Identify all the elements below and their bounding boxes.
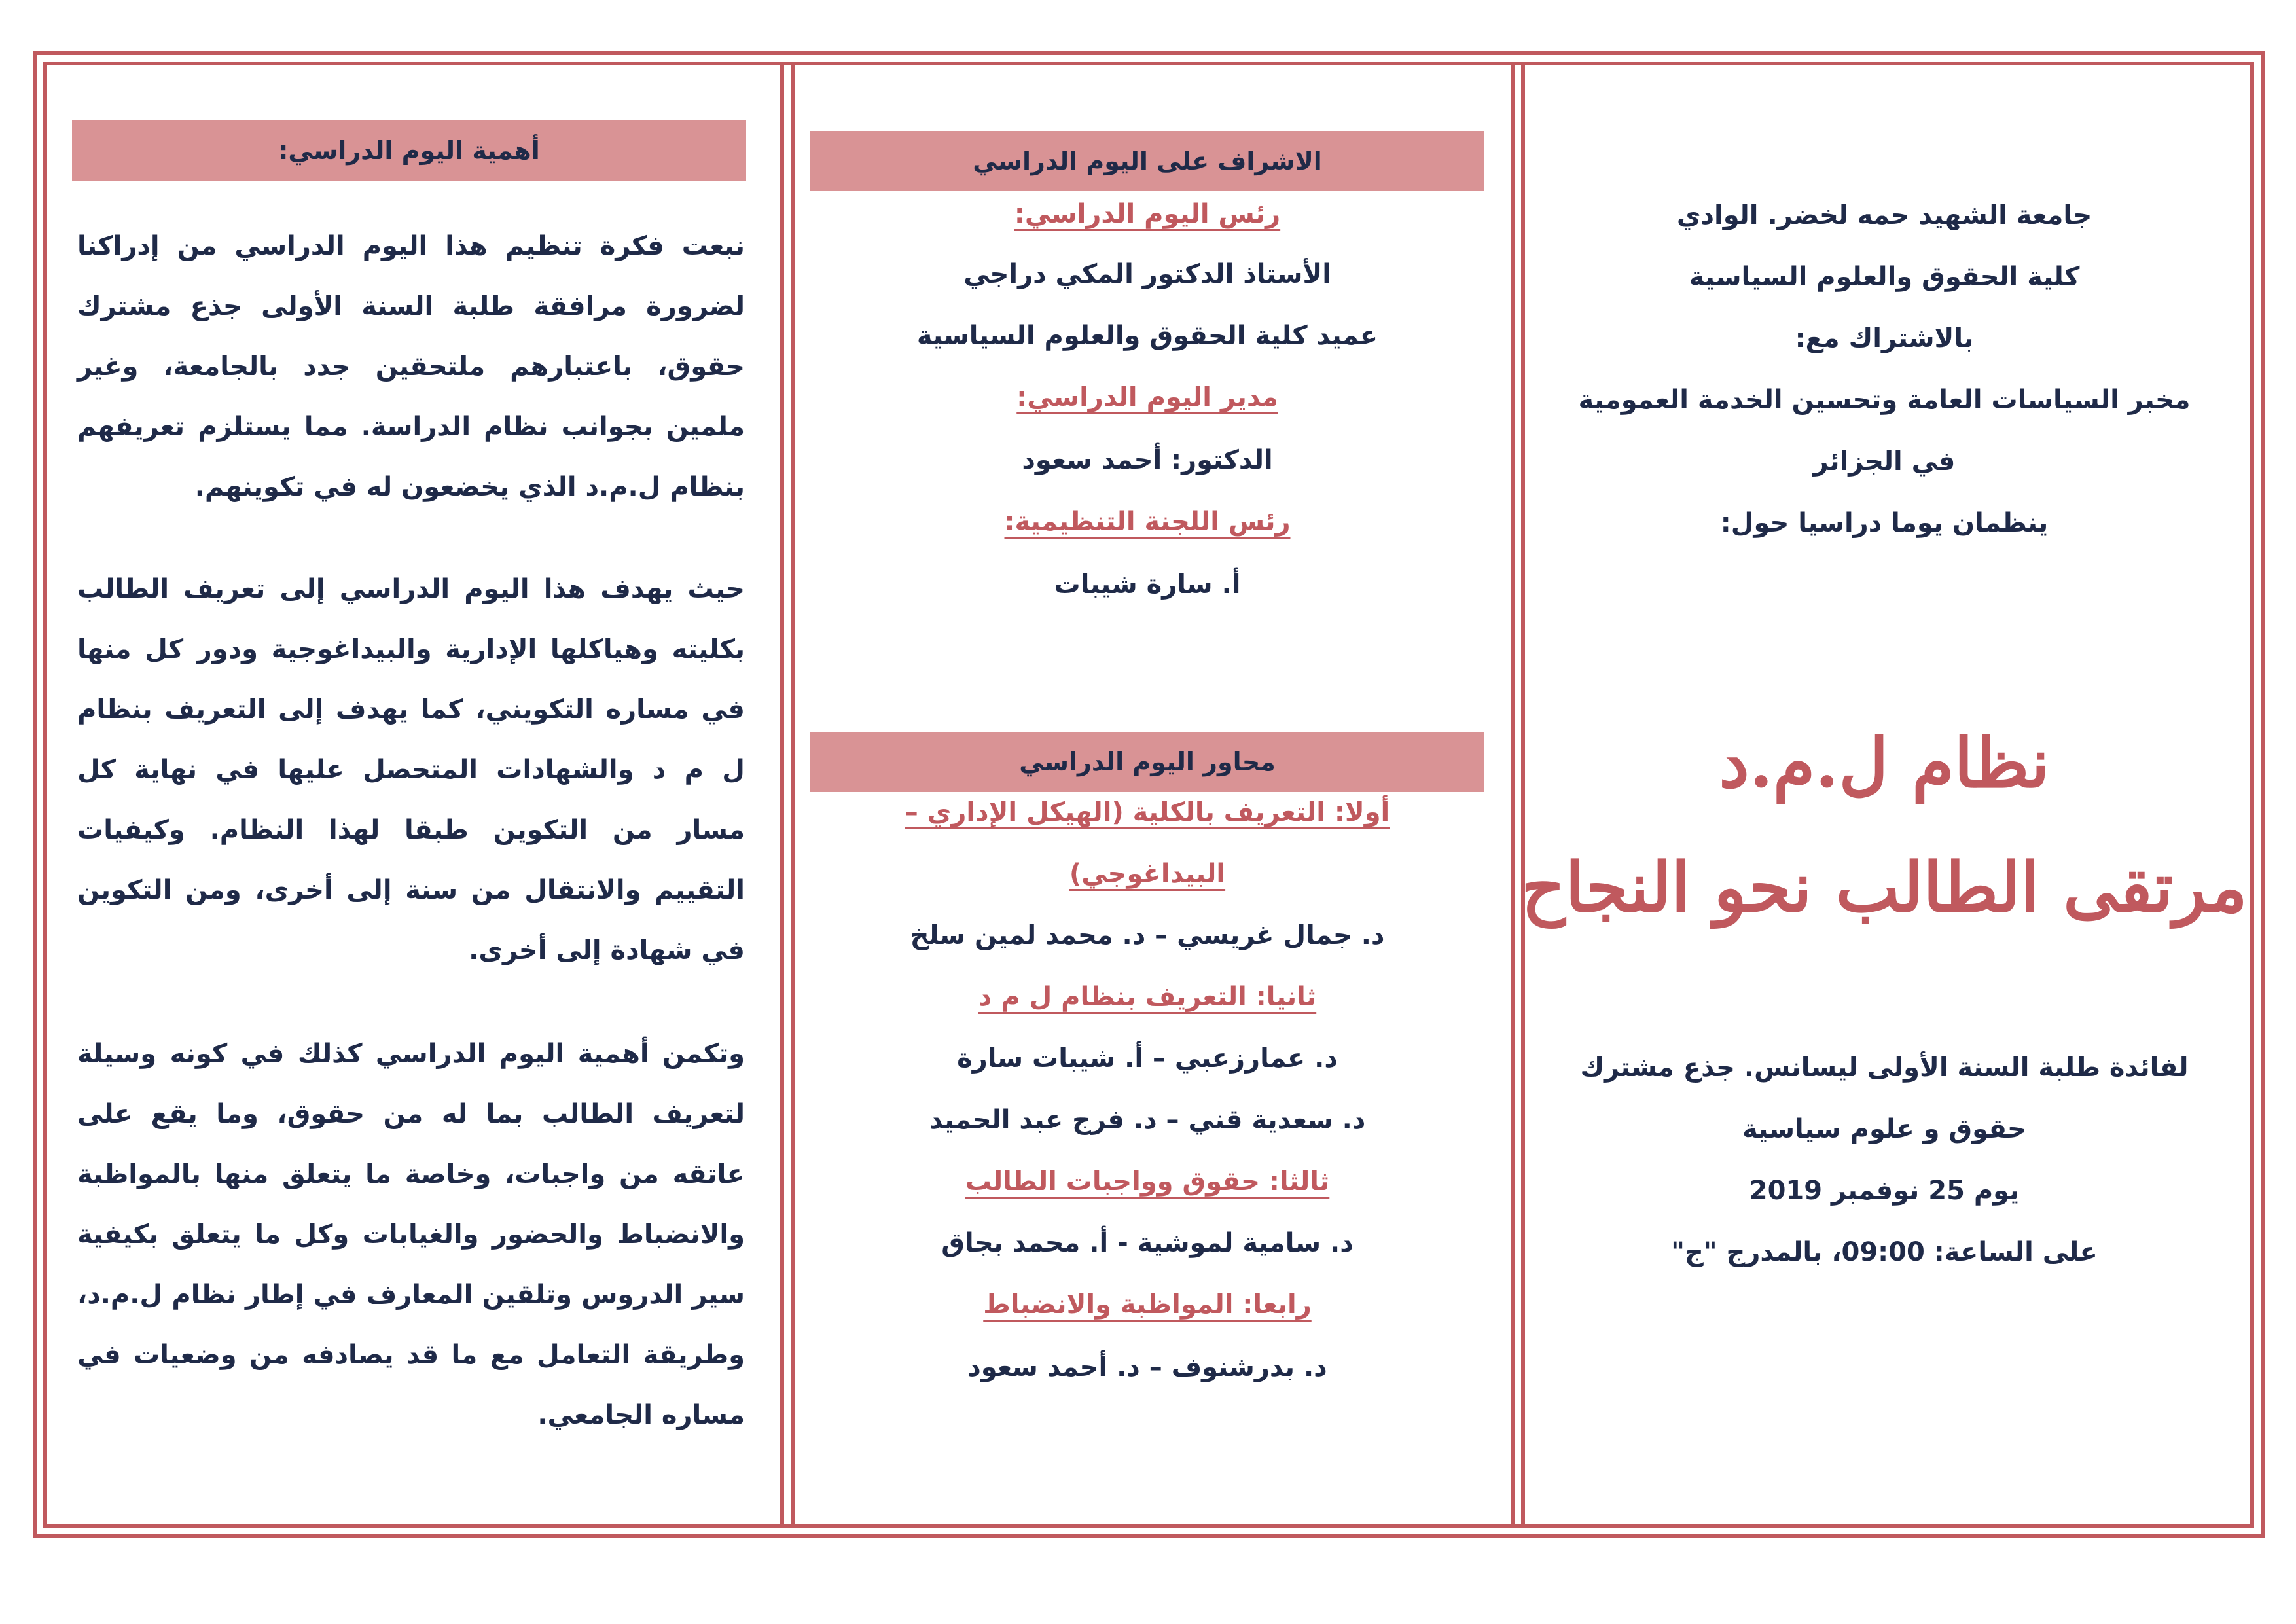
partnership-label: بالاشتراك مع: — [1795, 323, 1974, 353]
importance-header: أهمية اليوم الدراسي: — [72, 120, 746, 181]
axis-2-speakers-1: د. عمارزعبي – أ. شيبات سارة — [957, 1043, 1338, 1074]
faculty-name: كلية الحقوق والعلوم السياسية — [1689, 262, 2080, 292]
lab-name: مخبر السياسات العامة وتحسين الخدمة العمومية — [1578, 385, 2191, 415]
chair-name: الأستاذ الدكتور المكي دراجي — [963, 259, 1331, 289]
chair-title: عميد كلية الحقوق والعلوم السياسية — [916, 321, 1378, 351]
importance-panel — [43, 62, 780, 1528]
university-name: جامعة الشهيد حمه لخضر. الوادي — [1676, 200, 2092, 230]
axis-1-title-line2: البيداغوجي) — [1069, 859, 1226, 889]
axis-4-speakers: د. بدرشنوف – د. أحمد سعود — [967, 1352, 1327, 1382]
cover-panel — [1515, 62, 2254, 1528]
director-name: الدكتور: أحمد سعود — [1022, 445, 1273, 475]
axis-3-title: ثالثا: حقوق وواجبات الطالب — [965, 1166, 1330, 1197]
axis-1-speakers: د. جمال غريسي – د. محمد لمين سلخ — [910, 920, 1385, 950]
event-date: يوم 25 نوفمبر 2019 — [1749, 1176, 2020, 1206]
chair-label: رئس اليوم الدراسي: — [1014, 199, 1281, 229]
axis-4-title: رابعا: المواظبة والانضباط — [983, 1290, 1312, 1320]
organize-statement: ينظمان يوما دراسيا حول: — [1720, 508, 2049, 538]
axis-1-title-line1: أولا: التعريف بالكلية (الهيكل الإداري – — [905, 797, 1390, 827]
audience-line: لفائدة طلبة السنة الأولى ليسانس. جذع مشترك — [1580, 1053, 2189, 1083]
supervision-panel — [784, 62, 1511, 1528]
director-label: مدير اليوم الدراسي: — [1016, 382, 1278, 412]
audience-field: حقوق و علوم سياسية — [1742, 1114, 2026, 1144]
axis-2-speakers-2: د. سعدية قني – د. فرج عبد الحميد — [929, 1105, 1366, 1135]
axis-3-speakers: د. سامية لموشية - أ. محمد بجاق — [941, 1228, 1354, 1258]
committee-label: رئس اللجنة التنظيمية: — [1004, 507, 1291, 537]
committee-name: أ. سارة شيبات — [1054, 569, 1241, 600]
event-time-location: على الساعة: 09:00، بالمدرج "ج" — [1671, 1237, 2098, 1267]
axis-2-title: ثانيا: التعريف بنظام ل م د — [978, 982, 1317, 1012]
importance-paragraph-3: وتكمن أهمية اليوم الدراسي كذلك في كونه وسيلة لتعريف الطالب بما له من حقوق، وما يقع على عاتقه من واجبات، وخاصة ما يتعلق منها بالمواظبة والانضباط والحضور والغيابات وكل ما يتعلق بكيفية سير الدروس وتلقين المعارف في إطار نظام ل.م.د، وطريقة التعامل مع ما قد يصادفه من وضعيات في مساره الجامعي. — [77, 1039, 745, 1430]
importance-paragraph-2: حيث يهدف هذا اليوم الدراسي إلى تعريف الطالب بكليته وهياكلها الإدارية والبيداغوجية ودور كل منها في مساره التكويني، كما يهدف إلى التعريف بنظام ل م د والشهادات المتحصل عليها في نهاية كل مسار من التكوين طبقا لهذا النظام. وكيفيات التقييم والانتقال من سنة إلى أخرى، ومن التكوين في شهادة إلى أخرى. — [77, 574, 745, 965]
importance-paragraph-1: نبعت فكرة تنظيم هذا اليوم الدراسي من إدراكنا لضرورة مرافقة طلبة السنة الأولى جذع مشترك حقوق، باعتبارهم ملتحقين جدد بالجامعة، وغير ملمين بجوانب نظام الدراسة. مما يستلزم تعريفهم بنظام ل.م.د الذي يخضعون له في تكوينهم. — [77, 231, 745, 502]
event-title-line1: نظام ل.م.د — [1719, 723, 2050, 803]
lab-country: في الجزائر — [1813, 446, 1956, 477]
supervision-header: الاشراف على اليوم الدراسي — [810, 131, 1484, 191]
event-title-line2: مرتقى الطالب نحو النجاح — [1521, 847, 2248, 928]
axes-header: محاور اليوم الدراسي — [810, 732, 1484, 792]
